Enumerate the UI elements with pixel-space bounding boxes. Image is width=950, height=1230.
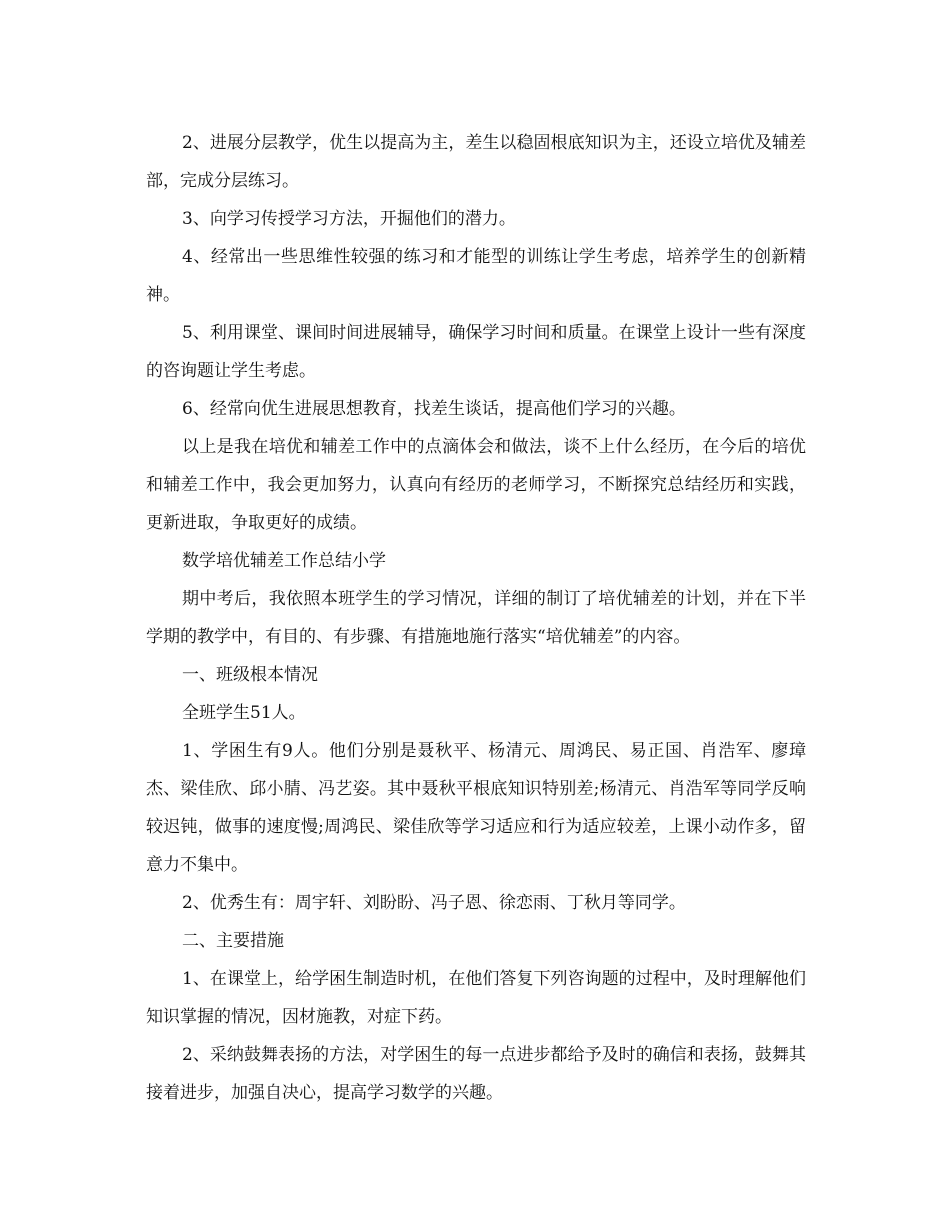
paragraph: 期中考后，我依照本班学生的学习情况，详细的制订了培优辅差的计划，并在下半学期的教学中，有目的、有步骤、有措施地施行落实“培优辅差”的内容。 — [146, 589, 806, 647]
document-body — [146, 124, 806, 1112]
paragraph: 1、在课堂上，给学困生制造时机，在他们答复下列咨询题的过程中，及时理解他们知识掌握的情况，因材施教，对症下药。 — [146, 969, 806, 1027]
paragraph: 6、经常向优生进展思想教育，找差生谈话，提高他们学习的兴趣。 — [182, 399, 686, 419]
paragraph: 2、采纳鼓舞表扬的方法，对学困生的每一点进步都给予及时的确信和表扬，鼓舞其接着进步，加强自决心，提高学习数学的兴趣。 — [146, 1045, 806, 1103]
paragraph: 3、向学习传授学习方法，开掘他们的潜力。 — [182, 209, 516, 229]
section-heading: 二、主要措施 — [182, 931, 284, 951]
paragraph: 4、经常出一些思维性较强的练习和才能型的训练让学生考虑，培养学生的创新精神。 — [146, 247, 806, 305]
paragraph: 2、进展分层教学，优生以提高为主，差生以稳固根底知识为主，还设立培优及辅差部，完成分层练习。 — [146, 133, 806, 191]
paragraph: 全班学生51人。 — [182, 703, 306, 723]
paragraph: 以上是我在培优和辅差工作中的点滴体会和做法，谈不上什么经历，在今后的培优和辅差工作中，我会更加努力，认真向有经历的老师学习，不断探究总结经历和实践，更新进取，争取更好的成绩。 — [146, 437, 806, 533]
section-title: 数学培优辅差工作总结小学 — [182, 551, 386, 571]
paragraph: 5、利用课堂、课间时间进展辅导，确保学习时间和质量。在课堂上设计一些有深度的咨询题让学生考虑。 — [146, 323, 806, 381]
section-heading: 一、班级根本情况 — [182, 665, 318, 685]
paragraph: 2、优秀生有：周宇轩、刘盼盼、冯子恩、徐恋雨、丁秋月等同学。 — [182, 893, 686, 913]
paragraph: 1、学困生有9人。他们分别是聂秋平、杨清元、周鸿民、易正国、肖浩军、廖璋杰、梁佳欣、邱小腈、冯艺姿。其中聂秋平根底知识特别差;杨清元、肖浩军等同学反响较迟钝，做事的速度慢;周鸿民、梁佳欣等学习适应和行为适应较差，上课小动作多，留意力不集中。 — [146, 741, 806, 875]
